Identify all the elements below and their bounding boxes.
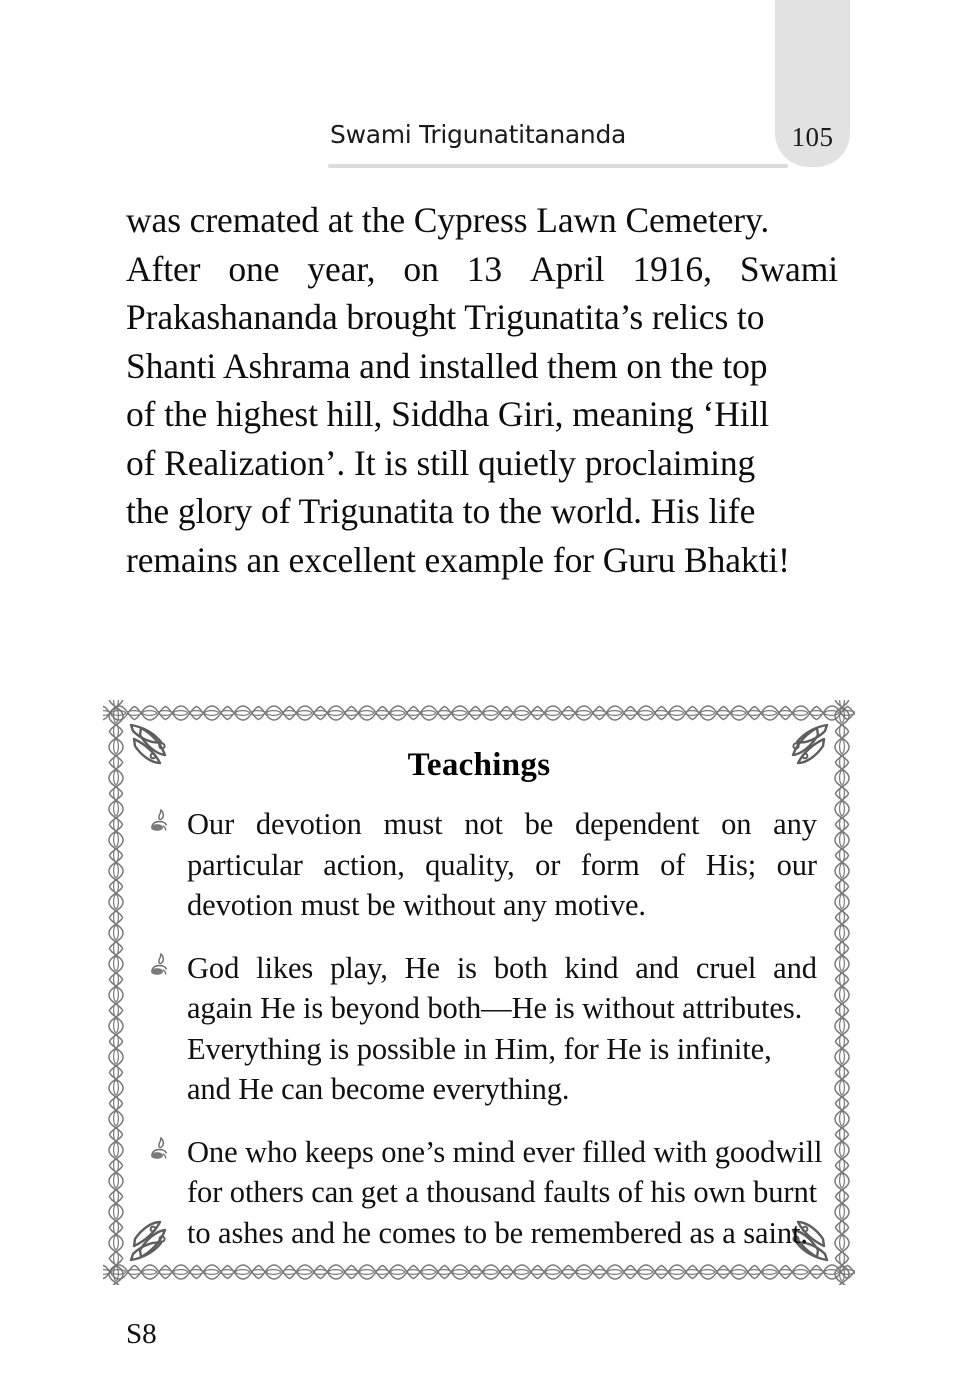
body-text-line: remains an excellent example for Guru Bhakti! xyxy=(126,539,790,580)
word: both xyxy=(493,950,548,985)
teaching-item xyxy=(139,1132,823,1254)
teaching-text-line: for others can get a thousand faults of his own burnt xyxy=(187,1175,817,1209)
body-text-line: Prakashananda brought Trigunatita’s relics to xyxy=(126,297,765,337)
oil-lamp-icon xyxy=(147,952,173,978)
word: likes xyxy=(256,950,314,985)
teachings-heading: Teachings xyxy=(407,747,551,783)
word: form xyxy=(580,847,640,882)
word: of xyxy=(660,847,686,882)
teaching-text-line: Everything is possible in Him, for He is infinite, xyxy=(187,1031,772,1066)
word: devotion xyxy=(255,807,362,841)
word: kind xyxy=(564,950,619,985)
teaching-text-line xyxy=(187,804,817,845)
word: After xyxy=(126,248,201,289)
oil-lamp-icon xyxy=(147,1136,173,1162)
word: play, xyxy=(330,950,388,985)
word: cruel xyxy=(695,950,757,985)
word: not xyxy=(464,807,503,841)
word: or xyxy=(535,847,561,882)
teaching-text-line xyxy=(187,948,817,989)
body-text-line: the glory of Trigunatita to the world. His life xyxy=(126,491,756,531)
body-text-line: was cremated at the Cypress Lawn Cemetery. xyxy=(126,200,770,240)
teaching-text-line xyxy=(187,845,817,886)
word: action, xyxy=(323,847,405,882)
body-text-line: of the highest hill, Siddha Giri, meaning ‘Hill xyxy=(126,394,770,434)
teaching-text-line: devotion must be without any motive. xyxy=(187,888,646,922)
word: and xyxy=(773,950,817,985)
braided-border-top xyxy=(103,700,855,726)
footer-signature-mark: S8 xyxy=(126,1318,157,1350)
word: any xyxy=(773,807,817,841)
body-text-line: Shanti Ashrama and installed them on the top xyxy=(126,345,768,386)
teachings-box xyxy=(103,700,855,1285)
word: God xyxy=(187,950,240,985)
word: on xyxy=(721,807,752,841)
braided-border-right xyxy=(829,700,855,1285)
word: on xyxy=(403,248,439,289)
oil-lamp-icon xyxy=(147,808,173,834)
teaching-text-line: again He is beyond both—He is without attributes. xyxy=(187,991,803,1025)
word: Our xyxy=(187,807,235,841)
word: dependent xyxy=(574,807,700,841)
word: is xyxy=(456,950,477,985)
word: year, xyxy=(307,248,376,289)
page-number: 105 xyxy=(791,122,834,152)
word: Swami xyxy=(739,248,838,289)
word: must xyxy=(383,807,443,841)
word: He xyxy=(404,950,440,985)
body-text-line: of Realization’. It is still quietly proclaiming xyxy=(126,442,756,483)
running-head-title: Swami Trigunatitananda xyxy=(330,120,627,149)
word: particular xyxy=(187,847,303,882)
word: be xyxy=(524,807,554,841)
teaching-text-line: One who keeps one’s mind ever filled with goodwill xyxy=(187,1134,823,1169)
teaching-item xyxy=(139,804,823,926)
word: and xyxy=(635,950,679,985)
word: 13 xyxy=(466,248,503,289)
body-paragraph xyxy=(126,196,840,584)
word: April xyxy=(530,248,605,289)
teaching-text-line: and He can become everything. xyxy=(187,1072,570,1106)
teaching-text-line: to ashes and he comes to be remembered as a saint. xyxy=(187,1215,808,1250)
word: our xyxy=(776,847,817,882)
body-text-line xyxy=(126,245,838,294)
word: His; xyxy=(705,847,757,882)
word: one xyxy=(228,248,280,289)
teaching-item xyxy=(139,948,823,1110)
header-rule xyxy=(328,164,788,168)
teachings-list xyxy=(139,804,823,1275)
page-header xyxy=(0,0,966,180)
braided-border-left xyxy=(103,700,129,1285)
word: 1916, xyxy=(632,248,712,289)
word: quality, xyxy=(425,847,515,882)
